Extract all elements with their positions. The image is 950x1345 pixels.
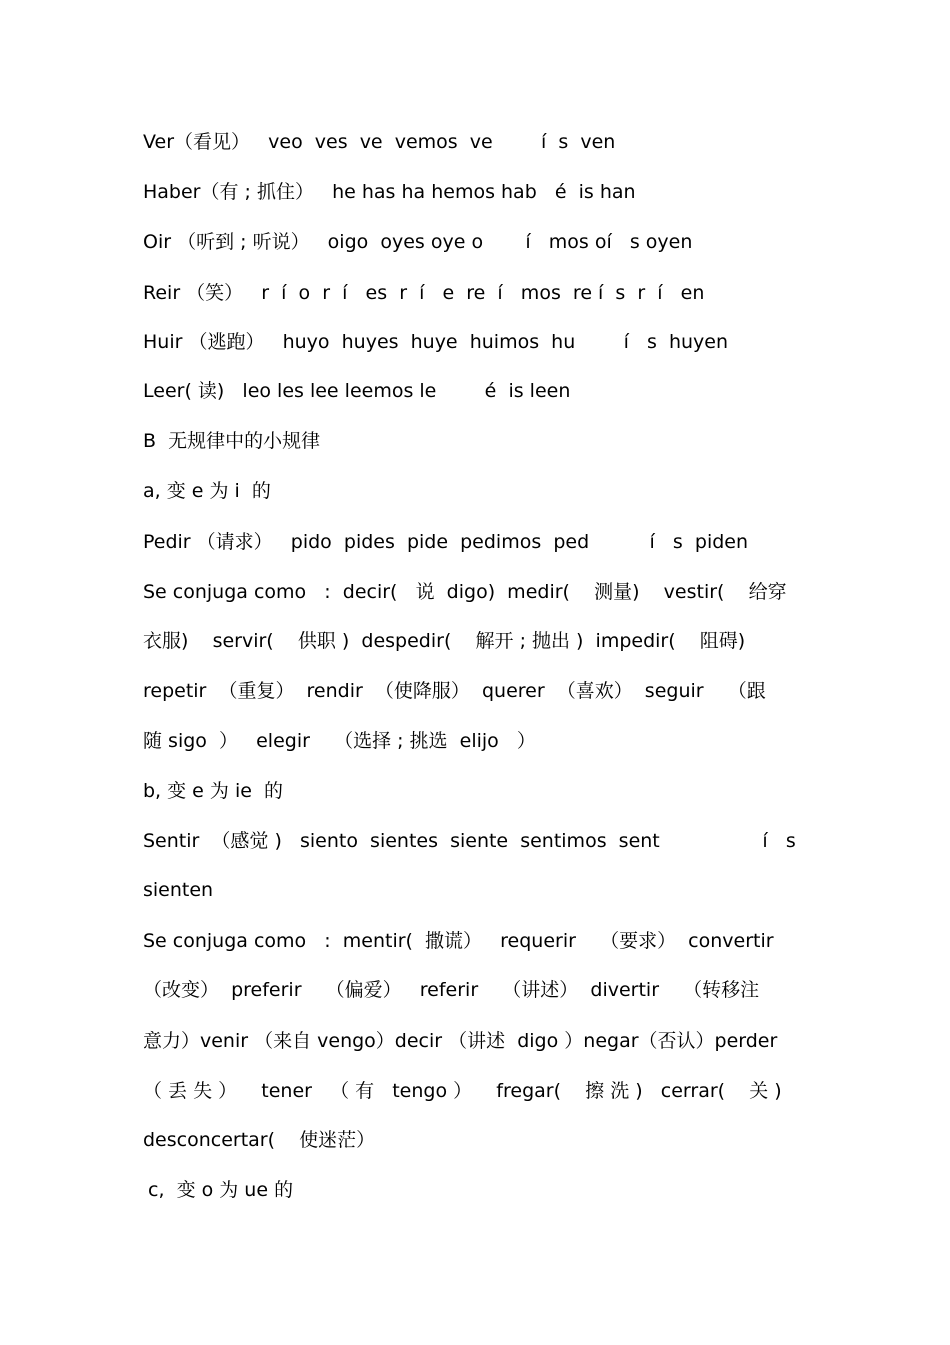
verb-list-a-line-4: 随 sigo ） elegir （选择 ; 挑选 elijo ） bbox=[143, 730, 536, 752]
conjugation-sentir: Sentir （感觉 ) siento sientes siente sentimos sent í s bbox=[143, 830, 796, 852]
conjugation-ver: Ver（看见） veo ves ve vemos ve í s ven bbox=[143, 131, 616, 153]
verb-list-a-line-1: Se conjuga como : decir( 说 digo) medir( 测量) vestir( 给穿 bbox=[143, 581, 787, 603]
subheading-c: c, 变 o 为 ue 的 bbox=[148, 1179, 294, 1201]
conjugation-pedir: Pedir （请求） pido pides pide pedimos ped í s piden bbox=[143, 531, 749, 553]
conjugation-haber: Haber（有 ; 抓住） he has ha hemos hab é is han bbox=[143, 181, 636, 203]
subheading-b: b, 变 e 为 ie 的 bbox=[143, 780, 283, 802]
verb-list-b-line-4: （ 丢 失 ） tener （ 有 tengo ） fregar( 擦 洗 ) cerrar( 关 ) bbox=[143, 1080, 782, 1102]
verb-list-b-line-5: desconcertar( 使迷茫） bbox=[143, 1129, 376, 1151]
verb-list-b-line-2: （改变） preferir （偏爱） referir （讲述） divertir （转移注 bbox=[143, 979, 760, 1001]
verb-list-b-line-3: 意力）venir （来自 vengo）decir （讲述 digo ）negar（否认）perder bbox=[143, 1030, 778, 1052]
verb-list-a-line-2: 衣服) servir( 供职 ) despedir( 解开 ; 抛出 ) impedir( 阻碍) bbox=[143, 630, 746, 652]
conjugation-reir: Reir （笑） r í o r í es r í e re í mos re í s r í en bbox=[143, 282, 705, 304]
subheading-a: a, 变 e 为 i 的 bbox=[143, 480, 271, 502]
verb-list-b-line-1: Se conjuga como : mentir( 撒谎） requerir （要求） convertir bbox=[143, 930, 774, 952]
section-heading-b: B 无规律中的小规律 bbox=[143, 430, 321, 452]
conjugation-sentir-cont: sienten bbox=[143, 879, 214, 901]
conjugation-leer: Leer( 读) leo les lee leemos le é is leen bbox=[143, 380, 571, 402]
conjugation-oir: Oir （听到 ; 听说） oigo oyes oye o í mos oí s oyen bbox=[143, 231, 693, 253]
verb-list-a-line-3: repetir （重复） rendir （使降服） querer （喜欢） seguir （跟 bbox=[143, 680, 766, 702]
conjugation-huir: Huir （逃跑） huyo huyes huye huimos hu í s huyen bbox=[143, 331, 729, 353]
